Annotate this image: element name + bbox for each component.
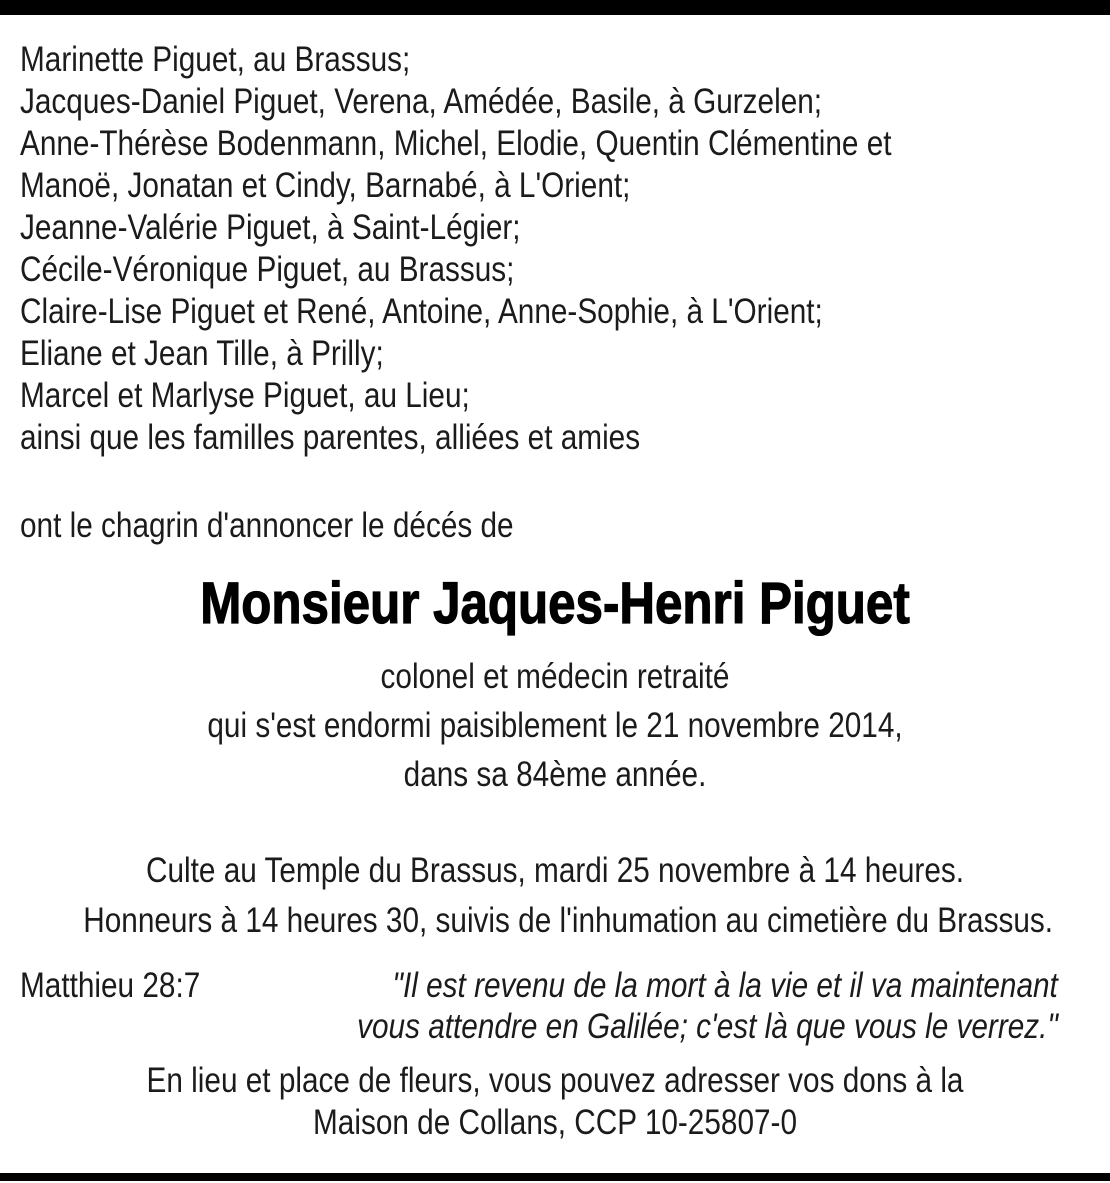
profession-line: colonel et médecin retraité	[380, 657, 730, 696]
family-line-10: ainsi que les familles parentes, alliées et amies	[20, 418, 641, 457]
top-border-bar	[0, 0, 1110, 15]
family-line-2: Jacques-Daniel Piguet, Verena, Amédée, Basile, à Gurzelen;	[20, 82, 823, 121]
donation-line-2: Maison de Collans, CCP 10-25807-0	[313, 1103, 797, 1142]
family-line-8: Eliane et Jean Tille, à Prilly;	[20, 334, 384, 373]
service-culte-line: Culte au Temple du Brassus, mardi 25 novembre à 14 heures.	[145, 851, 965, 890]
donation-line-1: En lieu et place de fleurs, vous pouvez adresser vos dons à la	[146, 1061, 964, 1100]
family-line-4: Manoë, Jonatan et Cindy, Barnabé, à L'Orient;	[20, 166, 631, 205]
death-age-line: dans sa 84ème année.	[403, 755, 707, 794]
scripture-reference: Matthieu 28:7	[20, 966, 201, 1005]
announcement-line: ont le chagrin d'annoncer le décés de	[20, 506, 514, 545]
death-details-block	[0, 652, 1110, 799]
service-info-block	[0, 846, 1110, 946]
family-line-1: Marinette Piguet, au Brassus;	[20, 40, 411, 79]
service-honneurs-line: Honneurs à 14 heures 30, suivis de l'inhumation au cimetière du Brassus.	[83, 901, 1054, 940]
family-list	[20, 39, 1045, 459]
family-line-3: Anne-Thérèse Bodenmann, Michel, Elodie, Quentin Clémentine et	[20, 124, 892, 163]
family-line-6: Cécile-Véronique Piguet, au Brassus;	[20, 250, 515, 289]
scripture-block	[20, 965, 1058, 1047]
death-date-line: qui s'est endormi paisiblement le 21 novembre 2014,	[207, 706, 903, 745]
donation-block	[0, 1060, 1110, 1144]
scripture-quote-line-2: vous attendre en Galilée; c'est là que vous le verrez."	[357, 1007, 1058, 1046]
deceased-name-title: Monsieur Jaques-Henri Piguet	[200, 571, 910, 636]
family-line-5: Jeanne-Valérie Piguet, à Saint-Légier;	[20, 208, 521, 247]
scripture-quote-line-1: "Il est revenu de la mort à la vie et il va maintenant	[392, 966, 1058, 1005]
family-line-9: Marcel et Marlyse Piguet, au Lieu;	[20, 376, 470, 415]
scripture-line-1	[20, 965, 1058, 1006]
bottom-border-bar	[0, 1173, 1110, 1181]
family-line-7: Claire-Lise Piguet et René, Antoine, Anne-Sophie, à L'Orient;	[20, 292, 823, 331]
